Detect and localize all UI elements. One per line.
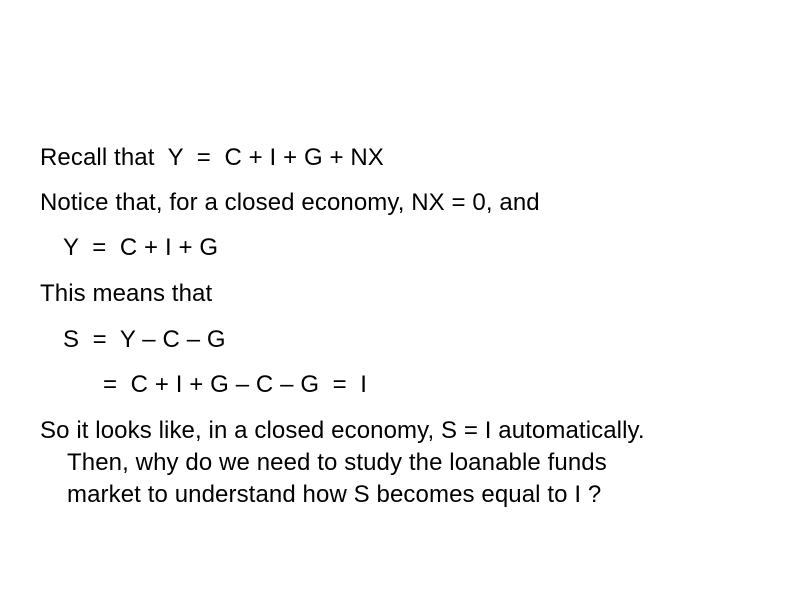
closed-economy-note: Notice that, for a closed economy, NX = 0, and bbox=[40, 189, 540, 216]
question-line-2: market to understand how S becomes equal to I ? bbox=[67, 481, 602, 508]
closed-economy-identity: Y = C + I + G bbox=[63, 234, 219, 261]
question-line-1: Then, why do we need to study the loanable funds bbox=[67, 449, 607, 476]
saving-equation: S = Y – C – G bbox=[63, 326, 226, 353]
this-means-that: This means that bbox=[40, 280, 213, 307]
gdp-identity-line: Recall that Y = C + I + G + NX bbox=[40, 144, 384, 171]
saving-equals-investment-derivation: = C + I + G – C – G = I bbox=[103, 371, 368, 398]
conclusion-line: So it looks like, in a closed economy, S = I automatically. bbox=[40, 417, 645, 444]
